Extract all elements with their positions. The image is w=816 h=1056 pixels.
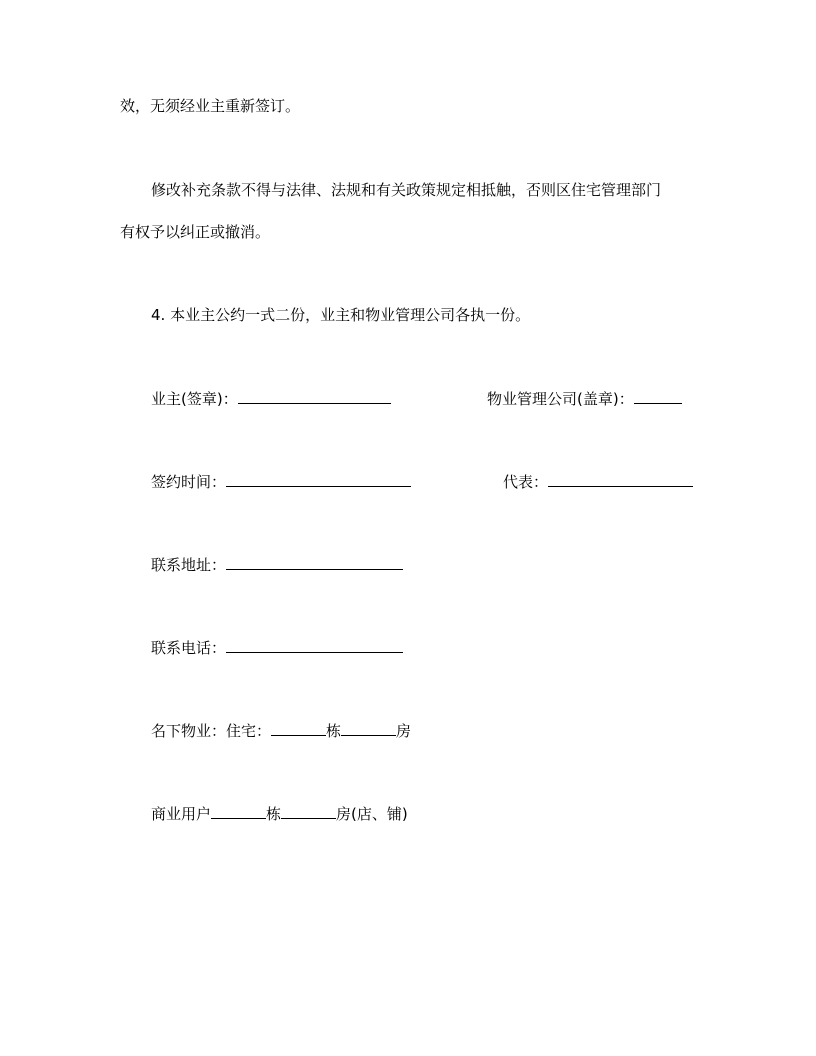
address-label: 联系地址：: [151, 556, 227, 574]
representative-blank[interactable]: [548, 470, 693, 487]
representative-label: 代表：: [503, 473, 549, 491]
address-field: [151, 553, 403, 573]
sign-date-blank[interactable]: [226, 470, 411, 487]
sign-date-label: 签约时间：: [151, 473, 227, 491]
company-seal-label: 物业管理公司(盖章)：: [487, 390, 634, 408]
company-seal-blank[interactable]: [634, 387, 682, 404]
owner-signature-field: [151, 387, 391, 407]
owner-signature-label: 业主(签章)：: [151, 390, 238, 408]
residence-building-blank[interactable]: [271, 719, 326, 736]
commercial-room-unit: 房(店、铺): [336, 805, 408, 823]
address-blank[interactable]: [226, 553, 403, 570]
property-residence-label: 名下物业：住宅：: [151, 722, 272, 740]
paragraph-amendment-line2: 有权予以纠正或撤消。: [120, 223, 271, 241]
owner-signature-blank[interactable]: [238, 387, 391, 404]
commercial-building-blank[interactable]: [211, 802, 266, 819]
company-seal-field: [487, 387, 682, 407]
residence-building-unit: 栋: [326, 722, 342, 740]
residence-room-blank[interactable]: [341, 719, 396, 736]
paragraph-amendment-line1: 修改补充条款不得与法律、法规和有关政策规定相抵触，否则区住宅管理部门: [151, 181, 662, 199]
property-residence-field: [151, 719, 411, 739]
phone-blank[interactable]: [226, 636, 403, 653]
phone-label: 联系电话：: [151, 639, 227, 657]
phone-field: [151, 636, 403, 656]
paragraph-continuation: 效，无须经业主重新签订。: [120, 97, 301, 115]
sign-date-field: [151, 470, 411, 490]
paragraph-copies: 4. 本业主公约一式二份，业主和物业管理公司各执一份。: [151, 306, 531, 324]
commercial-user-field: [151, 802, 408, 822]
representative-field: [503, 470, 693, 490]
commercial-building-unit: 栋: [266, 805, 282, 823]
commercial-user-label: 商业用户: [151, 805, 212, 823]
residence-room-unit: 房: [396, 722, 412, 740]
commercial-room-blank[interactable]: [281, 802, 336, 819]
